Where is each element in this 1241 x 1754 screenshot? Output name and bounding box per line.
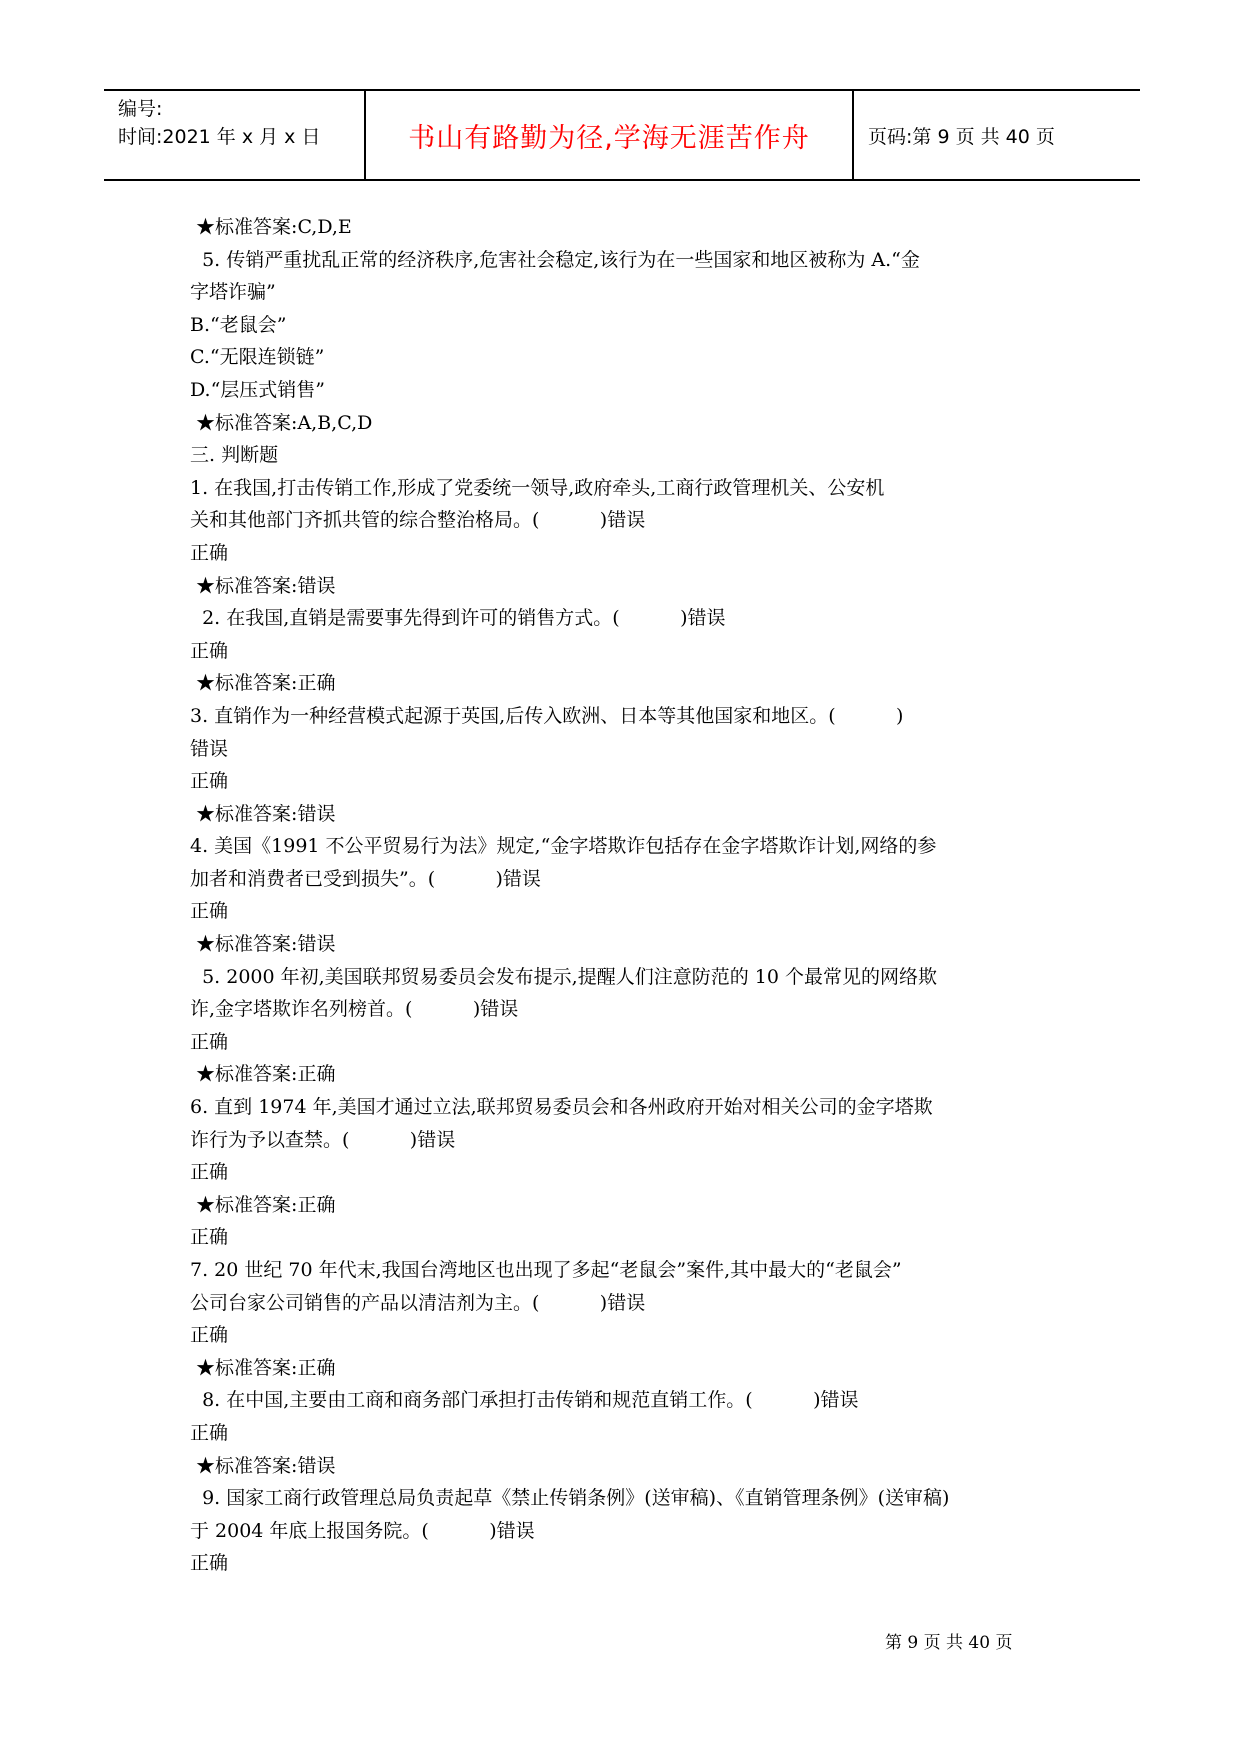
body-line: 9. 国家工商行政管理总局负责起草《禁止传销条例》(送审稿)、《直销管理条例》(送审稿)	[190, 1487, 950, 1510]
body-line: 2. 在我国,直销是需要事先得到许可的销售方式。( )错误	[190, 607, 726, 630]
body-line: 诈,金字塔欺诈名列榜首。( )错误	[190, 998, 519, 1021]
body-line: 7. 20 世纪 70 年代末,我国台湾地区也出现了多起“老鼠会”案件,其中最大的“老鼠会”	[190, 1259, 902, 1281]
body-line: 正确	[190, 900, 229, 923]
body-line: 正确	[190, 770, 229, 793]
body-line: 5. 2000 年初,美国联邦贸易委员会发布提示,提醒人们注意防范的 10 个最常见的网络欺	[190, 965, 937, 988]
body-line: 4. 美国《1991 不公平贸易行为法》规定,“金字塔欺诈包括存在金字塔欺诈计划,网络的参	[190, 835, 937, 858]
body-line: 正确	[190, 541, 229, 564]
header-meta	[104, 91, 366, 179]
body-line: 于 2004 年底上报国务院。( )错误	[190, 1519, 535, 1542]
document-number-label: 编号:	[118, 98, 163, 120]
body-line: ★标准答案:错误	[190, 1454, 336, 1477]
body-line: ★标准答案:错误	[190, 933, 336, 956]
header-motto: 书山有路勤为径,学海无涯苦作舟	[408, 122, 810, 154]
body-line: 正确	[190, 1030, 229, 1053]
body-line: 诈行为予以查禁。( )错误	[190, 1128, 456, 1151]
body-line: 正确	[190, 1324, 229, 1347]
header-page-info: 页码:第 9 页 共 40 页	[868, 125, 1055, 148]
body-line: 错误	[190, 737, 229, 760]
body-line: 正确	[190, 1161, 229, 1184]
body-line: ★标准答案:错误	[190, 802, 336, 825]
body-line: 正确	[190, 1226, 229, 1249]
body-line: 5. 传销严重扰乱正常的经济秩序,危害社会稳定,该行为在一些国家和地区被称为 A.“金	[190, 248, 920, 271]
body-line: ★标准答案:A,B,C,D	[190, 411, 373, 434]
header-page-cell	[854, 91, 1140, 179]
body-line: 正确	[190, 639, 229, 662]
body-line: 正确	[190, 1552, 229, 1575]
body-line: ★标准答案:正确	[190, 1356, 336, 1379]
body-line: 加者和消费者已受到损失”。( )错误	[190, 867, 541, 890]
body-line: ★标准答案:正确	[190, 1063, 336, 1086]
body-line: B.“老鼠会”	[190, 313, 287, 336]
body-line: 三. 判断题	[190, 444, 279, 467]
body-line: 字塔诈骗”	[190, 281, 276, 304]
body-line: ★标准答案:正确	[190, 1193, 336, 1216]
body-line: 3. 直销作为一种经营模式起源于英国,后传入欧洲、日本等其他国家和地区。( )	[190, 704, 904, 727]
body-line: 1. 在我国,打击传销工作,形成了党委统一领导,政府牵头,工商行政管理机关、公安机	[190, 476, 885, 499]
body-line: ★标准答案:错误	[190, 574, 336, 597]
body-line: ★标准答案:C,D,E	[190, 216, 352, 238]
body-line: ★标准答案:正确	[190, 672, 336, 695]
document-time-label: 时间:2021 年 x 月 x 日	[118, 126, 321, 148]
body-line: C.“无限连锁链”	[190, 346, 325, 369]
body-line: 8. 在中国,主要由工商和商务部门承担打击传销和规范直销工作。( )错误	[190, 1389, 859, 1412]
page-header	[104, 89, 1140, 181]
body-line: D.“层压式销售”	[190, 378, 326, 401]
body-line: 正确	[190, 1421, 229, 1444]
header-motto-cell	[366, 91, 854, 179]
body-line: 6. 直到 1974 年,美国才通过立法,联邦贸易委员会和各州政府开始对相关公司的金字塔欺	[190, 1096, 933, 1119]
body-line: 公司台家公司销售的产品以清洁剂为主。( )错误	[190, 1291, 646, 1314]
document-body	[190, 211, 1060, 1580]
page-footer: 第 9 页 共 40 页	[885, 1633, 1013, 1653]
body-line: 关和其他部门齐抓共管的综合整治格局。( )错误	[190, 509, 646, 532]
